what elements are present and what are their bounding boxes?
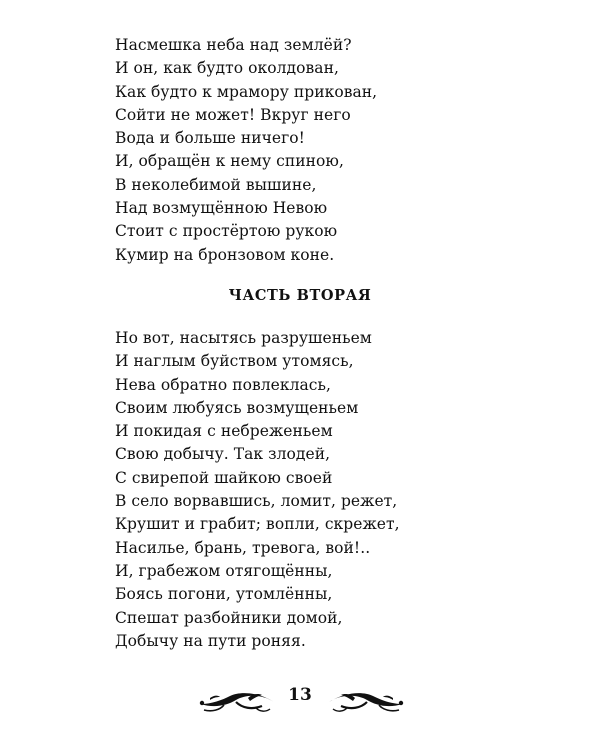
poem-line: Насилье, брань, тревога, вой!.. xyxy=(115,538,371,557)
poem-line: Свою добычу. Так злодей, xyxy=(115,445,331,464)
poem-line: Крушит и грабит; вопли, скрежет, xyxy=(115,515,400,534)
poem-line: Добычу на пути роняя. xyxy=(115,631,306,650)
poem-line: Стоит с простёртою рукою xyxy=(115,222,338,241)
poem-line: И, обращён к нему спиною, xyxy=(115,152,344,171)
poem-line: Насмешка неба над землёй? xyxy=(115,36,352,54)
poem-line: В неколебимой вышине, xyxy=(115,175,317,194)
scroll-ornament-icon xyxy=(327,688,407,716)
poem-line: В село ворвавшись, ломит, режет, xyxy=(115,492,398,511)
poem-line: Как будто к мрамору прикован, xyxy=(115,82,378,101)
poem-line: И наглым буйством утомясь, xyxy=(115,352,354,371)
poem-line: Кумир на бронзовом коне. xyxy=(115,245,335,264)
poem-line: Но вот, насытясь разрушеньем xyxy=(115,329,372,347)
page-number: 13 xyxy=(288,685,312,705)
poem-stanza-2 xyxy=(115,327,400,653)
poem-line: Боясь погони, утомлённы, xyxy=(115,585,333,604)
poem-line: Спешат разбойники домой, xyxy=(115,608,343,627)
poem-line: Сойти не может! Вкруг него xyxy=(115,105,351,124)
poem-line: Своим любуясь возмущеньем xyxy=(115,398,359,417)
page-footer xyxy=(0,680,600,720)
poem-line: И покидая с небреженьем xyxy=(115,422,333,441)
poem-line: Вода и больше ничего! xyxy=(115,129,305,148)
poem-stanza-1 xyxy=(115,34,377,267)
poem-line: И он, как будто околдован, xyxy=(115,59,339,78)
poem-line: И, грабежом отягощённы, xyxy=(115,561,333,580)
section-title: ЧАСТЬ ВТОРАЯ xyxy=(228,287,372,304)
poem-line: Над возмущённою Невою xyxy=(115,199,328,218)
poem-line: Нева обратно повлеклась, xyxy=(115,375,332,394)
poem-line: С свирепой шайкою своей xyxy=(115,468,333,487)
